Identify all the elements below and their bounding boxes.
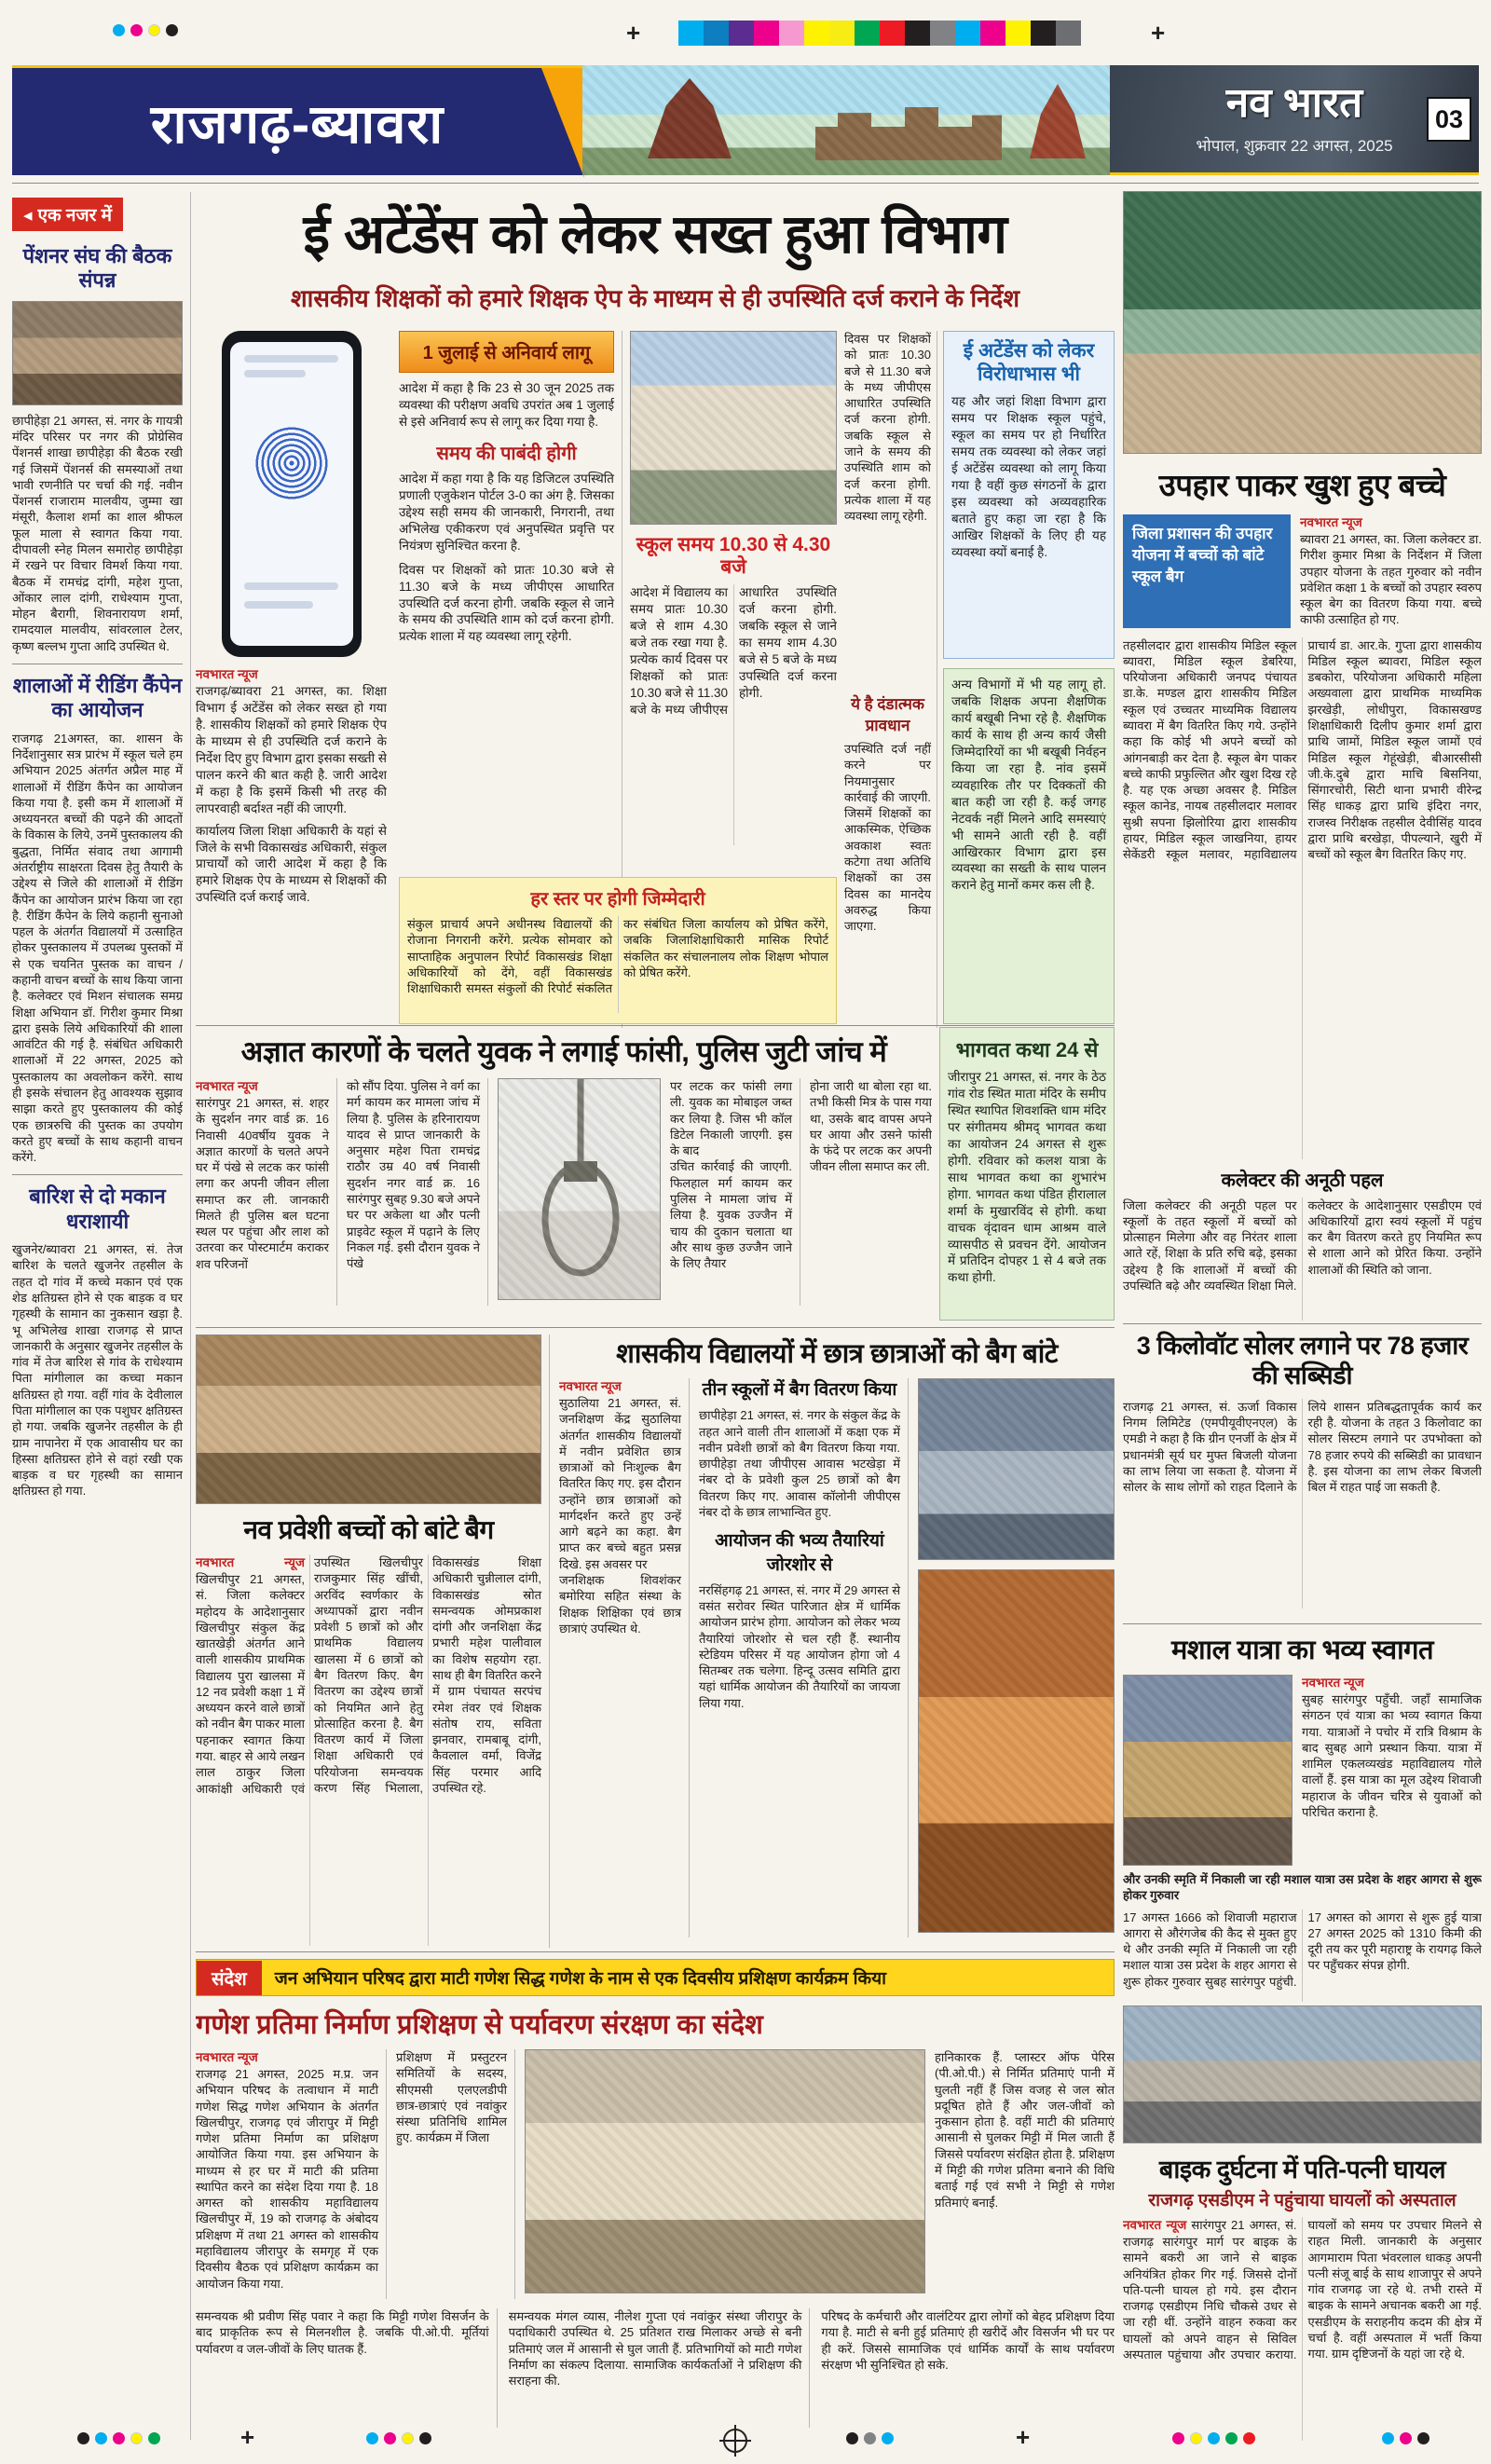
- time-discipline-more: दिवस पर शिक्षकों को प्रातः 10.30 बजे से 11.30 बजे के मध्य जीपीएस आधारित उपस्थिति दर्ज करना होगी. जबकि स्कूल से जाने के समय की उपस्थिति शाम को दर्ज करना होगी. प्रत्येक शाला में यह व्यवस्था लागू रहेगी.: [399, 562, 614, 644]
- fingerprint-icon: [255, 427, 328, 500]
- responsibility-body: संकुल प्राचार्य अपने अधीनस्थ विद्यालयों की रोजाना निगरानी करेंगे. प्रत्येक सोमवार को साप्ताहिक अनुपालन रिपोर्ट विकासखंड शिक्षा अधिकारियों को देंगे, वहीं विकासखंड शिक्षाधिकारी समस्त संकुलों की रिपोर्ट संकलित कर संबंधित जिला कार्यालय को प्रेषित करेंगे, जबकि जिलाशिक्षाधिकारी मासिक रिपोर्ट संकलित कर संचालनालय लोक शिक्षण भोपाल को प्रेषित करेंगे.: [407, 917, 828, 996]
- reading-campaign-title: शालाओं में रीडिंग कैंपेन का आयोजन: [12, 674, 183, 722]
- gift-byline: नवभारत न्यूज: [1300, 515, 1362, 529]
- page-number: 03: [1434, 104, 1464, 133]
- solar-story: [1123, 1331, 1482, 1622]
- bottom-rule: [196, 1951, 1115, 1952]
- three-schools-title: तीन स्कूलों में बैग वितरण किया: [702, 1380, 897, 1400]
- top-registration-marks: [0, 6, 1491, 62]
- navpraveshi-body: नवभारत न्यूज खिलचीपुर 21 अगस्त, सं. जिला कलेक्टर महोदय के आदेशानुसार खिलचीपुर संकुल केंद्र खातखेड़ी अंतर्गत आने वाली शासकीय प्राथमिक विद्यालय पुरा खालसा में 12 नव प्रवेशी कक्षा 1 में अध्ययन करने वाले छात्रों को नवीन बैग पाकर माला पहनाकर स्वागत किया गया. बाहर से आये लखन लाल ठाकुर जिला आकांक्षी अधिकारी एवं उपस्थित खिलचीपुर राजकुमार सिंह खींची, अरविंद स्वर्णकार के अध्यापकों द्वारा नवीन प्रवेशी 5 छात्रों को और प्राथमिक विद्यालय खालसा में 6 छात्रों को बैग वितरण किए. बैग वितरण का उद्देश्य छात्रों को नियमित आने हेतु प्रोत्साहित करना है. बैग वितरण कार्य में जिला शिक्षा अधिकारी एवं परियोजना समन्वयक करण सिंह भिलाला, विकासखंड शिक्षा अधिकारी चुन्नीलाल दांगी, विकासखंड स्रोत समन्वयक ओमप्रकाश दांगी और जनशिक्षा केंद्र प्रभारी महेश पालीवाल का विशेष सहयोग रहा. साथ ही बैग वितरित करने में ग्राम पंचायत सरपंच रमेश तंवर एवं शिक्षक संतोष राय, सविता झनवार, रामबाबू दांगी, कैवलाल वर्मा, विजेंद्र सिंह परमार आदि उपस्थित रहे.: [196, 1555, 541, 1796]
- mandatory-from-july-box: [399, 331, 614, 373]
- fort-silhouette: [815, 103, 1002, 160]
- solar-body: राजगढ़ 21 अगस्त, सं. ऊर्जा विकास निगम लिमिटेड (एमपीयूवीएनएल) के एमडी ने कहा है कि ग्रीन एनर्जी के क्षेत्र में प्रधानमंत्री सूर्य घर मुफ्त बिजली योजना का लाभ लिया जा सकता है. योजना में सोलर के साथ लोगों को राहत दिलाने के लिये शासन प्रतिबद्धतापूर्वक कार्य कर रही है. योजना के तहत 3 किलोवाट का सोलर सिस्टम लगाने पर उपभोक्ता को 78 हजार रुपये की सब्सिडी का प्रावधान है. इस योजना का लाभ लेकर बिजली बिल में राहत पाई जा सकती है.: [1123, 1399, 1482, 1495]
- responsibility-title: हर स्तर पर होगी जिम्मेदारी: [530, 889, 705, 910]
- temple-silhouette-2: [1030, 84, 1086, 158]
- hanging-col-1: नवभारत न्यूज सारंगपुर 21 अगस्त, सं. शहर के सुदर्शन नगर वार्ड क्र. 16 निवासी 40वर्षीय युवक ने अज्ञात कारणों के चलते अपने घर में पंखे से लटक कर फांसी लगा कर अपनी जीवन लीला समाप्त कर ली. जानकारी मिलते ही पुलिस बल घटना स्थल पर पहुंचा और लाश को उतरवा कर पोस्टमार्टम कराकर शव परिजनों: [196, 1078, 337, 1306]
- gift-intro-col: नवभारत न्यूज ब्यावरा 21 अगस्त, का. जिला कलेक्टर डा. गिरीश कुमार मिश्रा के निर्देशन में जिला उपहार योजना के तहत गुरुवार को नवीन प्रवेशित कक्षा 1 के बच्चों को उपहार स्वरुप स्कूल बेग का वितरण किया गया. बच्चे काफी उत्साहित हो गए.: [1300, 515, 1482, 627]
- collector-initiative-title: कलेक्टर की अनूठी पहल: [1221, 1170, 1384, 1191]
- ganesh-byline: नवभारत न्यूज: [196, 2050, 258, 2064]
- color-dot-group: [363, 2430, 434, 2447]
- crop-mark: +: [240, 2423, 255, 2451]
- prep-title: आयोजन की भव्य तैयारियां जोरशोर से: [715, 1531, 884, 1575]
- bags-col-1: नवभारत न्यूज सुठालिया 21 अगस्त, सं. जनशिक्षण केंद्र सुठालिया अंतर्गत शासकीय विद्यालयों में नवीन प्रवेशित छात्र छात्राओं को निःशुल्क बैग वितरित किए गए. इस दौरान उन्होंने छात्र छात्राओं को मार्गदर्शन करते हुए उन्हें आगे बढ़ने का कहा. बैग प्राप्त कर बच्चे बहुत प्रसन्न दिखे. इस अवसर पर जनशिक्षक शिवशंकर बमोरिया सहित संस्था के शिक्षक शिक्षिका एवं छात्र छात्राएं उपस्थित थे.: [559, 1378, 690, 1937]
- ganesh-col-2: प्रशिक्षण में प्रस्तुटरन समितियों के सदस्य, सीएमसी एलएलडीपी छात्र-छात्राएं एवं नवांकुर संस्था प्रतिनिधि शामिल हुए. कार्यक्रम में जिला: [396, 2049, 515, 2299]
- contrast-body: यह और जहां शिक्षा विभाग द्वारा समय पर शिक्षक स्कूल पहुंचे, स्कूल का समय पर हो निर्धारित समय तक व्यवस्था को लेकर जहां ई अटेंडेंस व्यवस्था को लागू किया गया है वहीं कुछ संगठनों के द्वारा इस व्यवस्था को अव्यवहारिक बताते हुए कहा जा रहा है कि आखिर शिक्षकों के लिए ही यह व्यवस्था क्यों बनाई है.: [951, 394, 1106, 559]
- bags-photo-col: [918, 1378, 1115, 1937]
- phone-ui-bar: [244, 355, 337, 363]
- bike-subhead: राजगढ़ एसडीएम ने पहुंचाया घायलों को अस्पताल: [1148, 2191, 1457, 2211]
- time-discipline-body: आदेश में कहा गया है कि यह डिजिटल उपस्थिति प्रणाली एजुकेशन पोर्टल 3-0 का अंग है. जिसका उद्देश्य सही समय की जानकारी, निगरानी, तथा अभिलेख एकीकरण एवं अनुपस्थित प्रवृत्ति पर नियंत्रण सुनिश्चित करना है.: [399, 471, 614, 553]
- mashal-body-2: 17 अगस्त 1666 को शिवाजी महाराज आगरा से औरंगजेब की कैद से मुक्त हुए थे और उनकी स्मृति में निकाली जा रही मशाल यात्रा उस प्रदेश के शहर आगरा से शुरू होकर गुरुवार सुबह सारंगपुर पहुंची. 17 अगस्त को आगरा से शुरू हुई यात्रा 27 अगस्त 2025 को 1310 किमी की दूरी तय कर पूरी महाराष्ट्र के रायगढ़ किले पर पहुँचकर संपन्न होगी.: [1123, 1910, 1482, 1989]
- masthead-photo-strip: [582, 65, 1110, 175]
- ganesh-training-photo: [525, 2049, 925, 2293]
- ganesh-headline: गणेश प्रतिमा निर्माण प्रशिक्षण से पर्यावरण संरक्षण का संदेश: [196, 2010, 763, 2040]
- pension-meeting-title: पेंशनर संघ की बैठक संपन्न: [22, 244, 172, 293]
- paper-logo: नव भारत: [1225, 80, 1363, 126]
- responsibility-panel: [399, 877, 837, 1024]
- registration-target-icon: [719, 2425, 751, 2461]
- event-preparation-photo: [918, 1569, 1115, 1933]
- ganesh-col-1: नवभारत न्यूज राजगढ़ 21 अगस्त, 2025 म.प्र. जन अभियान परिषद के तत्वाधान में माटी गणेश सिद्ध गणेश अभियान के अंतर्गत खिलचीपुर, राजगढ़ एवं जीरापुर में मिट्टी गणेश प्रतिमा निर्माण का प्रशिक्षण आयोजित किया गया. इस अभियान के माध्यम से हर घर में माटी की प्रतिमा स्थापित करने का संदेश दिया गया है. 18 अगस्त को शासकीय महाविद्यालय खिलचीपुर में, 19 को राजगढ़ के अंबोदय प्रशिक्षण में तथा 21 अगस्त को शासकीय महाविद्यालय जीरापुर के समगृह में एक दिवसीय बैठक एवं प्रशिक्षण कार्यक्रम का आयोजन किया गया.: [196, 2049, 387, 2299]
- bhagwat-title: भागवत कथा 24 से: [955, 1038, 1099, 1061]
- hanging-headline: अज्ञात कारणों के चलते युवक ने लगाई फांसी, पुलिस जुटी जांच में: [240, 1035, 887, 1068]
- bags-col-2: तीन स्कूलों में बैग वितरण किया छापीहेड़ा 21 अगस्त, सं. नगर के संकुल केंद्र के तहत आने वाली तीन शालाओं में कक्षा एक में नवीन प्रवेशी छात्रों को बैग वितरण किया गया. छापीहेड़ा तथा जीपीएस आवास भटखेड़ा में नंबर दो के प्रवेशी कुल 25 छात्रों को बैग वितरण किए गए. आवास कॉलोनी जीपीएस नंबर दो के छात्र लाभान्वित हुए. आयोजन की भव्य तैयारियां जोरशोर से नरसिंहगढ़ 21 अगस्त, सं. नगर में 29 अगस्त से वसंत सरोवर स्थित पारिजात क्षेत्र में धार्मिक आयोजन प्रारंभ होगा. आयोजन को लेकर भव्य तैयारियां जोरशोर से चल रही हैं. स्थानीय स्टेडियम परिसर में यह आयोजन होगा जो 4 सितम्बर तक चलेगा. हिन्दू उत्सव समिति द्वारा यहां धार्मिक आयोजन की तैयारियों का जायजा लिया गया.: [699, 1378, 909, 1937]
- masthead-accent-triangle: [541, 68, 584, 178]
- color-dot-group: [843, 2430, 896, 2447]
- bhagwat-body: जीरापुर 21 अगस्त, सं. नगर के ठेठ गांव रोड स्थित माता मंदिर के समीप स्थित स्थापित शिवशक्ति धाम मंदिर पर संगीतमय श्रीमद् भागवत कथा का आयोजन 24 अगस्त से शुरू होगी. रविवार को कलश यात्रा के साथ भागवत कथा का शुभारंभ होगा. भागवत कथा पंडित हीरालाल शर्मा के मुखारविंद से होगी. कथा वाचक वृंदावन धाम आश्रम वाले व्यासपीठ से प्रवचन देंगे. आयोजन में प्रतिदिन दोपहर 1 से 4 बजे तक कथा होगी.: [948, 1070, 1106, 1285]
- contrast-green-panel: [943, 668, 1115, 1024]
- penal-body: उपस्थिति दर्ज नहीं करने पर नियमानुसार कार्रवाई की जाएगी. जिसमें शिक्षकों का आकस्मिक, ऐच्छिक अवकाश स्वतः कटेगा तथा अतिथि शिक्षकों का उस दिवस का मानदेय अवरुद्ध किया जाएगा.: [844, 742, 931, 934]
- bags-headline: शासकीय विद्यालयों में छात्र छात्राओं को बैग बांटे: [616, 1339, 1058, 1369]
- lead-byline: नवभारत न्यूज: [196, 667, 258, 681]
- navpraveshi-story: [196, 1335, 550, 1948]
- crop-mark: +: [1016, 2423, 1031, 2451]
- ganesh-kicker-band: [196, 1959, 1115, 1996]
- school-time-body: आदेश में विद्यालय का समय प्रातः 10.30 बजे से शाम 4.30 बजे तक रखा गया है. प्रत्येक कार्य दिवस पर शिक्षकों को प्रातः 10.30 बजे से 11.30 बजे के मध्य जीपीएस आधारित उपस्थिति दर्ज करना होगी. जबकि स्कूल से जाने का समय शाम 4.30 बजे से 5 बजे के मध्य उपस्थिति दर्ज करना होगी.: [630, 585, 837, 717]
- school-building-photo: [630, 331, 837, 525]
- bike-story: [1123, 2005, 1482, 2443]
- masthead-dateline: भोपाल, शुक्रवार 22 अगस्त, 2025: [1196, 137, 1393, 155]
- contrast-title: ई अटेंडेंस को लेकर विरोधाभास भी: [963, 340, 1095, 386]
- mashal-col-1: नवभारत न्यूज सुबह सारंगपुर पहुँची. जहाँ सामाजिक संगठन एवं यात्रा का भव्य स्वागत किया गया. यात्राओं ने पचोर में रात्रि विश्राम के बाद सुबह आगे प्रस्थान किया. यात्रा में शामिल एकलव्यखंड महाविद्यालय गोले वालों हैं. इस यात्रा का मूल उद्देश्य शिवाजी महाराज के जीवन चरित्र से युवाओं को परिचित कराना है.: [1302, 1676, 1482, 1819]
- reading-campaign-body: राजगढ़ 21अगस्त, का. शासन के निर्देशानुसार सत्र प्रारंभ में स्कूल चले हम अभियान 2025 अंतर्गत अप्रैल माह में शालाओं में रीडिंग कैंपेन का आयोजन किया गया है. इसी कम में शालाओं में अध्ययनरत बच्चों की पढ़ने की आदतों के विकास के लिये, उनमें पुस्तकालय की बुद्धता, निर्मित संवाद तथा आगामी अंतर्राष्ट्रीय साक्षरता दिवस हेतु तैयारी के उद्देश्य से जिले की शालाओं में रीडिंग कैंपेन का आयोजन प्रारंभ किया जा रहा है. रीडिंग कैंपेन के लिये कहानी सुनाओ पहल के अंतर्गत विद्यालयों में उत्साहित होकर पुस्तकालय में उपलब्ध पुस्तकों में से एक चयनित पुस्तक का वाचन / कहानी वाचन बच्चों के साथ किया जाना है. कलेक्टर एवं मिशन संचालक समग्र शिक्षा अभियान डॉ. गिरीश कुमार मिश्रा द्वारा इसके लिये अधिकारियों की शाला आवंटित की गई है. संबंधित अधिकारी शालाओं में 22 अगस्त, 2025 को पुस्तकालय का अवलोकन करेंगे. साथ ही इसके संचालन हेतु आवश्यक सुझाव साझा करते हुए पुस्तकालय की कोई एक छात्ररुचि की पुस्तक का उपयोग करते हुए बच्चों के साथ कहानी वाचन करेंगे.: [12, 731, 183, 1165]
- phone-ui-bar: [244, 370, 306, 377]
- mandatory-from-july-title: 1 जुलाई से अनिवार्य लागू: [422, 343, 591, 363]
- phone-ui-bar: [244, 601, 313, 609]
- one-glance-tag: ◂ एक नजर में: [12, 198, 123, 231]
- bottom-registration-marks: [0, 2421, 1491, 2464]
- masthead-region-box: [12, 65, 582, 175]
- hanging-col-3: पर लटक कर फांसी लगा ली. युवक का मोबाइल जब्त कर लिया है. जिस भी कॉल डिटेल निकाली जाएगी. इस के बाद उचित कार्रवाई की जाएगी. फिलहाल मर्ग कायम कर पुलिस ने मामला जांच में लिया है. युवक उज्जैन में चाय की दुकान चलाता था और साथ कुछ उज्जैन जाने के लिए तैयार: [670, 1078, 800, 1306]
- mandatory-from-july-body: आदेश में कहा है कि 23 से 30 जून 2025 तक व्यवस्था की परीक्षण अवधि उपरांत अब 1 जुलाई से इसे अनिवार्य रूप से लागू कर दिया गया है.: [399, 381, 614, 429]
- ganesh-bottom-col-3: परिषद के कर्मचारी और वालंटियर द्वारा लोगों को बेहद प्रशिक्षण दिया गया है. माटी से बनी हुई प्रतिमाएं ही खरीदें और विसर्जन भी घर पर ही करें. जिससे सामाजिक एवं धार्मिक कार्यों के साथ पर्यावरण संरक्षण भी सुनिश्चित हो सके.: [821, 2309, 1115, 2372]
- ganesh-col-3: हानिकारक हैं. प्लास्टर ऑफ पेरिस (पी.ओ.पी.) से निर्मित प्रतिमाएं पानी में घुलती नहीं हैं जिस वजह से जल स्रोत प्रदूषित होते हैं और जल-जीवों को नुकसान होता है. वहीं माटी की प्रतिमाएं आसानी से घुलकर मिट्टी में मिल जाती हैं जिससे पर्यावरण संरक्षित होता है. प्रशिक्षण में मिट्टी की गणेश प्रतिमा बनाने की विधि बताई गई एवं सभी ने मिट्टी से गणेश प्रतिमाएं बनाईं.: [935, 2050, 1115, 2210]
- ganesh-bottom-col-2: समन्वयक मंगल व्यास, नीलेश गुप्ता एवं नवांकुर संस्था जीरापुर के पदाधिकारी उपस्थित थे. 25 प्रतिशत राख मिलाकर अच्छे से बनी प्रतिमाएं जल में आसानी से घुल जाती हैं. प्रतिभागियों को माटी गणेश निर्माण का संकल्प दिलाया. सामाजिक कार्यकर्ताओं ने प्रशिक्षण की सराहना की.: [509, 2308, 811, 2428]
- classroom-gift-photo: [1123, 191, 1482, 454]
- mashal-welcome-photo: [1123, 1675, 1293, 1866]
- lead-office-note: कार्यालय जिला शिक्षा अधिकारी के यहां से जिले के सभी विकासखंड अधिकारी, संकुल प्राचार्यों को जारी आदेश में कहा है कि हमारे शिक्षक ऐप के माध्यम से शिक्षकों की उपस्थिति दर्ज कराई जावे.: [196, 823, 387, 905]
- navpraveshi-headline: नव प्रवेशी बच्चों को बांटे बैग: [243, 1515, 494, 1544]
- rain-houses-body: खुजनेर/ब्यावरा 21 अगस्त, सं. तेज बारिश के चलते खुजनेर तहसील के तहत दो गांव में कच्चे मकान एवं एक शेड क्षतिग्रस्त होने से एक बाड़क व घर गृहस्थी के सामान का नुकसान खड़ा है. भू अभिलेख शाखा राजगढ़ से प्राप्त जानकारी के अनुसार खुजनेर तहसील के गांव में तेज बारिश से गांव के राधेश्याम पिता मांगीलाल का कच्चा मकान क्षतिग्रस्त हो गया. वहीं गांव के देवीलाल पिता मांगीलाल का एक पशुघर क्षतिग्रस्त हो गया. जबकि खुजनेर तहसील के ही ग्राम नापानेरा में एक आवासीय घर का हिस्सा क्षतिग्रस्त होने से वहां रखी एक बाड़क व घर गृहस्थी का सामान क्षतिग्रस्त हो गया.: [12, 1242, 183, 1499]
- collector-initiative-body: जिला कलेक्टर की अनूठी पहल पर स्कूलों के तहत स्कूलों में बच्चों को प्रोत्साहन मिलेगा और वह निरंतर शाला आते रहें, शिक्षा के प्रति रुचि बढ़े, इसका उद्देश्य है कि शालाओं में बच्चों की उपस्थिति बढ़े और व्यवस्थित शिक्षा मिले. कलेक्टर के आदेशानुसार एसडीएम एवं अधिकारियों द्वारा स्वयं स्कूलों में पहुंच कर बैग वितरण करते हुए नियमित रूप से शाला आने को प्रेरित किया. उन्होंने शालाओं की स्थिति को जाना.: [1123, 1198, 1482, 1294]
- hanging-byline: नवभारत न्यूज: [196, 1079, 258, 1093]
- right-rule-2: [1123, 1623, 1482, 1624]
- pension-meeting-body: छापीहेड़ा 21 अगस्त, सं. नगर के गायत्री मंदिर परिसर पर नगर की प्रोग्रेसिव पेंशनर्स शाखा छापीहेड़ा की बैठक रखी गई जिसमें पेंशनर्स की समस्याओं तथा भावी रणनीति पर चर्चा की गई. नवीन पेंशनर्स राजाराम मालवीय, जुम्मा खा मंसूरी, कैलाश शर्मा का शाल श्रीफल फूल माला से स्वागत किया गया. दीपावली स्नेह मिलन समारोह छापीहेड़ा में रखने पर विचार विमर्श किया गया. बैठक में रामचंद्र दांगी, महेश गुप्ता, ओंकार लाल दांगी, राधेश्याम गुप्ता, मोहन बैरागी, शिवनारायण शर्मा, रामदयाल मालवीय, सांवरलाल टेलर, कृष्ण बल्लभ गुप्ता आदि उपस्थित थे.: [12, 413, 183, 653]
- penal-title: ये है दंडात्मक प्रावधान: [851, 695, 924, 734]
- navpraveshi-byline: नवभारत न्यूज: [196, 1555, 305, 1569]
- bags-byline: नवभारत न्यूज: [559, 1379, 622, 1393]
- sidebar-one-glance: [12, 192, 191, 2440]
- lead-intro: राजगढ़/ब्यावरा 21 अगस्त, का. शिक्षा विभाग ई अटेंडेंस को लेकर सख्त हो गया है. शासकीय शिक्षकों को हमारे शिक्षक ऐप के माध्यम से ही उपस्थिति दर्ज कराने के निर्देश दिए हुए विभाग द्वारा इसका सख्ती से पालन करने की बात कही है. जारी आदेश में कहा है कि इसमें किसी भी तरह की लापरवाही बर्दाश्त नहीं की जाएगी.: [196, 683, 387, 815]
- phone-ui-bar: [244, 582, 337, 590]
- color-dot-group: [75, 2430, 163, 2447]
- lead-col-intro: [196, 331, 387, 1028]
- gift-kicker-box: जिला प्रशासन की उपहार योजना में बच्चों को बांटे स्कूल बैग: [1123, 514, 1291, 628]
- penal-column: [844, 331, 937, 1028]
- masthead-region: राजगढ़-ब्यावरा: [150, 94, 445, 155]
- masthead-right: [1110, 65, 1479, 175]
- noose-photo: [498, 1078, 661, 1300]
- color-dot-group: [110, 22, 181, 39]
- hanging-col-2: को सौंप दिया. पुलिस ने वर्ग का मर्ग कायम कर मामला जांच में लिया है. पुलिस के हरिनारायण यादव से प्राप्त जानकारी के अनुसार महेश पिता रामचंद्र राठौर उम्र 40 वर्ष निवासी सुदर्शन नगर वार्ड क्र. 16 सारंगपुर सुबह 9.30 बजे अपने घर पर अकेला था और पत्नी प्राइवेट स्कूल में पढ़ाने के लिए निकल गई. इसी दौरान युवक ने पंखे: [347, 1078, 488, 1306]
- lead-headline: ई अटेंडेंस को लेकर सख्त हुआ विभाग: [303, 204, 1007, 265]
- accident-site-photo: [1123, 2005, 1482, 2143]
- mashal-story: [1123, 1631, 1482, 2002]
- crop-mark: +: [1151, 19, 1166, 47]
- right-rule-1: [1123, 1323, 1482, 1324]
- hanging-story: [196, 1032, 932, 1322]
- mid-rule: [196, 1327, 1115, 1328]
- school-time-head: स्कूल समय 10.30 से 4.30 बजे: [636, 534, 831, 579]
- penal-intro: दिवस पर शिक्षकों को प्रातः 10.30 बजे से 11.30 बजे के मध्य जीपीएस आधारित उपस्थिति दर्ज करना होगी. जबकि स्कूल से जाने के समय की उपस्थिति शाम को दर्ज करना होगी. प्रत्येक शाला में यह व्यवस्था लागू रहेगी.: [844, 332, 931, 524]
- lead-subhead: शासकीय शिक्षकों को हमारे शिक्षक ऐप के माध्यम से ही उपस्थिति दर्ज कराने के निर्देश: [290, 284, 1020, 312]
- bike-byline: नवभारत न्यूज: [1123, 2218, 1187, 2232]
- navpraveshi-group-photo: [196, 1335, 541, 1504]
- color-dot-group: [1379, 2430, 1432, 2447]
- contrast-panel: [943, 331, 1115, 659]
- pension-meeting-photo: [12, 301, 183, 405]
- rain-houses-title: बारिश से दो मकान धराशायी: [29, 1184, 166, 1233]
- color-dot-group: [1170, 2430, 1258, 2447]
- mashal-caption: और उनकी स्मृति में निकाली जा रही मशाल यात्रा उस प्रदेश के शहर आगरा से शुरू होकर गुरुवार: [1123, 1872, 1482, 1903]
- gift-story: [1123, 191, 1482, 1321]
- ganesh-kicker-text: जन अभियान परिषद द्वारा माटी गणेश सिद्ध गणेश के नाम से एक दिवसीय प्रशिक्षण कार्यक्रम किया: [274, 1969, 887, 1989]
- page-header: [12, 65, 1479, 177]
- cmyk-strip: [678, 21, 1081, 46]
- mashal-headline: मशाल यात्रा का भव्य स्वागत: [1171, 1636, 1433, 1665]
- bags-story: [559, 1335, 1115, 1948]
- bhagwat-katha-box: [939, 1027, 1115, 1321]
- attendance-phone-image: [222, 331, 362, 657]
- gift-body: तहसीलदार द्वारा शासकीय मिडिल स्कूल ब्यावरा, मिडिल स्कूल डेबरिया, परियोजना अधिकारी जनपद पंचायत डा.के. मण्डल द्वारा शासकीय मिडिल स्कूल एवं उच्चतर माध्यमिक विद्यालय ब्यावरा में बैग वितरित किए गये. उन्होंने कहा कि कोई भी अपने बच्चों को आंगनबाड़ी कर देता है. स्कूल बेग पाकर बच्चे काफी प्रफुल्लित और खुश दिख रहे है. यह एक अच्छा अवसर है. मिडिल स्कूल कानेड, नायब तहसीलदार मलावर सुश्री सपना झिलोरिया द्वारा शासकीय हायर, मिडिल स्कूल जाखनिया, हायर सेकेंडरी स्कूल मलावर, महाविद्यालय प्राचार्य डा. आर.के. गुप्ता द्वारा शासकीय मिडिल स्कूल ब्यावरा, मिडिल स्कूल डबकोरा, परियोजना अधिकारी महिला अख्यवाला द्वारा प्राथमिक माध्यमिक झरखेड़ी, लोधीपुरा, विकासखण्ड शिक्षाधिकारी दिलीप कुमार शर्मा द्वारा प्राथि जामों, मिडिल स्कूल जामों एवं मिडिल स्कूल गेहूंखेड़ी, बीआरसीसी जी.के.दुबे द्वारा माचि बिसनिया, सिंगारचोरी, सिटी थाना प्रभारी वीरेन्द्र सिंह धाकड़ द्वारा प्राथि इंदिरा नगर, राजस्व निरीक्षक तहसील देवीसिंह यादव द्वारा प्राथि बरखेड़ा, पीपल्याने, खुरी में बच्चों को स्कूल बैग वितरित किए गए.: [1123, 637, 1482, 862]
- ganesh-kicker-label: संदेश: [197, 1961, 262, 1995]
- bag-distribution-photo: [918, 1378, 1115, 1560]
- contrast-green-body: अन्य विभागों में भी यह लागू हो. जबकि शिक्षक अपना शैक्षणिक कार्य बखूबी निभा रहे है. शैक्षणिक कार्य के साथ ही अन्य कार्य जैसी जिम्मेदारियों का भी बखूबी निर्वहन किया जा रहा है. नांव इसमें व्यवहारिक तौर पर दिक्कतों की बात कही जा रही है. कई जगह नेटवर्क नहीं मिलने आदि समस्याएं भी सामने आती रही है. वहीं आखिरकार विभाग द्वारा इस व्यवस्था का सख्ती के साथ पालन कराने हेतु मानों कमर कस ली है.: [951, 678, 1106, 893]
- noose-graphic: [499, 1079, 661, 1300]
- lead-story: [196, 191, 1115, 1032]
- hanging-col-4: होना जारी था बोला रहा था. तभी किसी मित्र के पास गया था, उसके बाद वापस अपने घर आया और उसने फांसी के फंदे पर लटक कर अपनी जीवन लीला समाप्त कर ली.: [810, 1079, 932, 1174]
- time-discipline-title: समय की पाबंदी होगी: [436, 443, 577, 464]
- header-rule: [12, 183, 1479, 184]
- crop-mark: +: [626, 19, 641, 47]
- lead-bottom-rule: [196, 1025, 1115, 1026]
- solar-headline: 3 किलोवॉट सोलर लगाने पर 78 हजार की सब्सिडी: [1136, 1332, 1469, 1390]
- ganesh-bottom-col-1: समन्वयक श्री प्रवीण सिंह पवार ने कहा कि मिट्टी गणेश विसर्जन के बाद प्राकृतिक रूप से मिलनशील है. जबकि पी.ओ.पी. मूर्तियां पर्यावरण व जल-जीवों के लिए घातक हैं.: [196, 2308, 498, 2428]
- page-number-box: [1427, 97, 1471, 142]
- temple-silhouette: [648, 78, 732, 158]
- ganesh-story: [196, 1959, 1115, 2436]
- mashal-byline: नवभारत न्यूज: [1302, 1676, 1364, 1690]
- bike-headline: बाइक दुर्घटना में पति-पत्नी घायल: [1158, 2156, 1446, 2183]
- bike-body: नवभारत न्यूज सारंगपुर 21 अगस्त, सं. राजगढ़ सारंगपुर मार्ग पर बाइक के सामने बकरी आ जाने से बाइक अनियंत्रित होकर गिर गई. जिससे दोनों पति-पत्नी घायल हो गये. इस दौरान राजगढ़ एसडीएम निधि चौकसे उधर से जा रही थीं. उन्होंने वाहन रुकवा कर घायलों को अपने वाहन से सिविल अस्पताल पहुंचाया और उपचार कराया. घायलों को समय पर उपचार मिलने से राहत मिली. जानकारी के अनुसार आगमाराम पिता भंवरलाल धाकड़ अपनी पत्नी संजू बाई के साथ शाजापुर से अपने गांव राजगढ़ जा रहे थे. तभी रास्ते में बाइक के सामने अचानक बकरी आ गई. एसडीएम के सराहनीय कदम की क्षेत्र में चर्चा है. वहीं अस्पताल में भर्ती किया गया. ग्राम दृष्टिजनों के यहां जा रहे थे.: [1123, 2218, 1482, 2361]
- gift-headline: उपहार पाकर खुश हुए बच्चे: [1158, 468, 1446, 502]
- one-glance-arrow-icon: ◂: [23, 206, 33, 226]
- school-time-block: [630, 534, 837, 868]
